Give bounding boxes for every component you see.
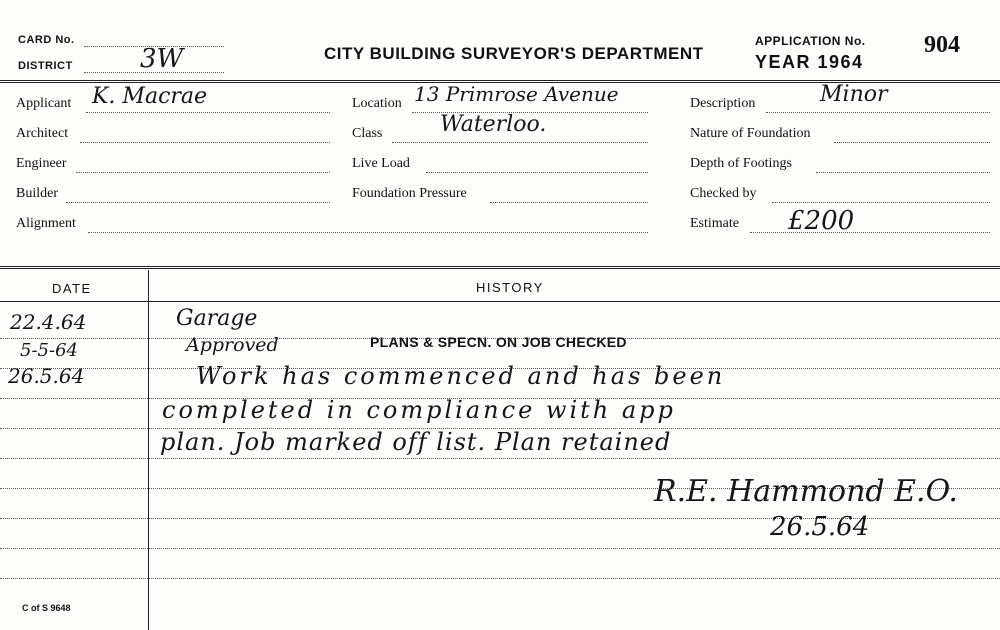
class-label: Class [352, 126, 383, 141]
application-number: 904 [924, 32, 960, 58]
alignment-line [88, 232, 648, 233]
depth-of-footings-line [816, 172, 990, 173]
description-value: Minor [820, 82, 888, 107]
nature-of-foundation-label: Nature of Foundation [690, 126, 811, 141]
history-column-header: HISTORY [476, 280, 544, 295]
architect-label: Architect [16, 126, 69, 141]
description-label: Description [690, 96, 756, 111]
district-value: 3W [140, 44, 184, 74]
description-line [766, 112, 990, 113]
live-load-line [426, 172, 648, 173]
checked-by-line [772, 202, 990, 203]
history-entry: completed in compliance with app [162, 396, 676, 424]
alignment-label: Alignment [16, 216, 76, 231]
plans-checked-stamp: PLANS & SPECN. ON JOB CHECKED [370, 334, 627, 350]
estimate-line [750, 232, 990, 233]
checked-by-label: Checked by [690, 186, 757, 201]
location-value: 13 Primrose Avenue [414, 82, 619, 106]
date-column-divider [148, 270, 149, 630]
nature-of-foundation-line [834, 142, 990, 143]
engineer-line [76, 172, 330, 173]
history-date: 22.4.64 [10, 310, 87, 334]
history-row-rule [0, 458, 1000, 459]
district-label: DISTRICT [18, 60, 73, 72]
history-entry: Approved [186, 334, 279, 356]
form-code: C of S 9648 [22, 603, 71, 613]
estimate-label: Estimate [690, 216, 739, 231]
architect-line [80, 142, 330, 143]
live-load-label: Live Load [352, 156, 410, 171]
history-entry: plan. Job marked off list. Plan retained [160, 428, 672, 456]
applicant-value: K. Macrae [92, 84, 208, 109]
applicant-line [86, 112, 330, 113]
history-entry: Work has commenced and has been [196, 362, 726, 390]
column-header-rule [0, 301, 1000, 302]
foundation-pressure-label: Foundation Pressure [352, 186, 467, 201]
location-label: Location [352, 96, 402, 111]
history-date: 26.5.64 [8, 364, 85, 388]
history-row-rule [0, 578, 1000, 579]
year-label: YEAR 1964 [755, 52, 864, 72]
builder-line [66, 202, 330, 203]
history-top-divider [0, 266, 1000, 269]
department-title: CITY BUILDING SURVEYOR'S DEPARTMENT [324, 44, 704, 63]
class-value: Waterloo. [440, 112, 547, 137]
applicant-label: Applicant [16, 96, 72, 111]
engineer-label: Engineer [16, 156, 67, 171]
card-no-label: CARD No. [18, 34, 75, 46]
class-line [392, 142, 648, 143]
history-row-rule [0, 548, 1000, 549]
date-column-header: DATE [52, 281, 92, 296]
signature-date: 26.5.64 [770, 512, 870, 542]
builder-label: Builder [16, 186, 58, 201]
foundation-pressure-line [490, 202, 648, 203]
history-date: 5-5-64 [20, 340, 78, 361]
estimate-value: £200 [788, 206, 855, 236]
depth-of-footings-label: Depth of Footings [690, 156, 792, 171]
history-entry: Garage [176, 306, 258, 331]
application-label: APPLICATION No. [755, 34, 866, 48]
signature: R.E. Hammond E.O. [654, 474, 958, 509]
